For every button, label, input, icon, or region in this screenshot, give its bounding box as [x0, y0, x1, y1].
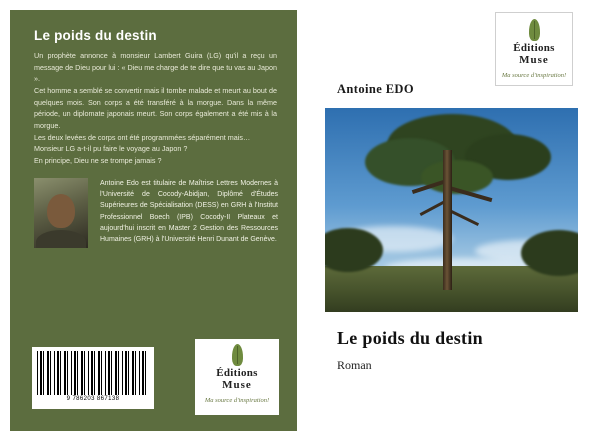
publisher-name-line2: Muse	[222, 378, 252, 391]
front-cover-author: Antoine EDO	[337, 82, 414, 96]
blurb-paragraph: Cet homme a semblé se convertir mais il tombe malade et meurt au bout de quelques mois. Son corps a été transféré à la morgue. Dans la même période, un diplomate japonais meurt. Son corps également a été mis à la morgue.	[34, 85, 277, 130]
publisher-tagline: Ma source d'inspiration!	[501, 72, 567, 80]
back-cover-blurb	[34, 50, 277, 167]
front-cover	[313, 10, 590, 431]
front-cover-title: Le poids du destin	[337, 328, 483, 348]
blurb-paragraph: Monsieur LG a-t-il pu faire le voyage au Japon ?	[34, 144, 188, 154]
author-biography: Antoine Edo est titulaire de Maîtrise Lettres Modernes à l'Université de Cocody-Abidjan, Diplômé d'Études Supérieures de Spécialisation (DESS) en GRH à l'Institut Professionnel Boech (IPB) Cocody-II Plateaux et aujourd'hui inscrit en Master 2 Gestion des Ressources Humaines (GRH) à l'Université Henri Dunant de Genève.	[100, 180, 278, 243]
leaf-icon	[529, 19, 540, 41]
publisher-name-line1: Éditions	[216, 367, 258, 379]
author-portrait	[34, 178, 88, 248]
blurb-paragraph: Les deux levées de corps ont été programmées séparément mais…	[34, 132, 251, 142]
author-block	[34, 178, 279, 273]
book-spine	[297, 10, 313, 431]
back-cover-title: Le poids du destin	[34, 28, 157, 43]
photo-tree-trunk	[443, 150, 452, 290]
publisher-logo-front	[495, 12, 573, 86]
back-cover	[10, 10, 297, 431]
blurb-paragraph: En principe, Dieu ne se trompe jamais ?	[34, 155, 162, 165]
publisher-name	[195, 368, 279, 391]
publisher-tagline: Ma source d'inspiration!	[204, 397, 270, 405]
publisher-name-line2: Muse	[519, 53, 549, 66]
barcode-bars	[37, 351, 149, 395]
blurb-paragraph: Un prophète annonce à monsieur Lambert Guira (LG) qu'il a reçu un message de Dieu pour lui : « Dieu me charge de te dire que tu vas au Japon ».	[34, 51, 277, 84]
barcode-icon	[32, 347, 154, 409]
publisher-logo-back	[195, 339, 279, 415]
publisher-name-line1: Éditions	[513, 42, 555, 54]
front-cover-subtitle: Roman	[337, 358, 372, 372]
leaf-icon	[232, 344, 243, 366]
publisher-name	[496, 43, 572, 66]
tree-landscape-photo	[325, 108, 578, 312]
portrait-shoulders	[36, 230, 86, 248]
portrait-face	[47, 194, 75, 228]
barcode-number: 9 786203 867138	[66, 396, 120, 402]
